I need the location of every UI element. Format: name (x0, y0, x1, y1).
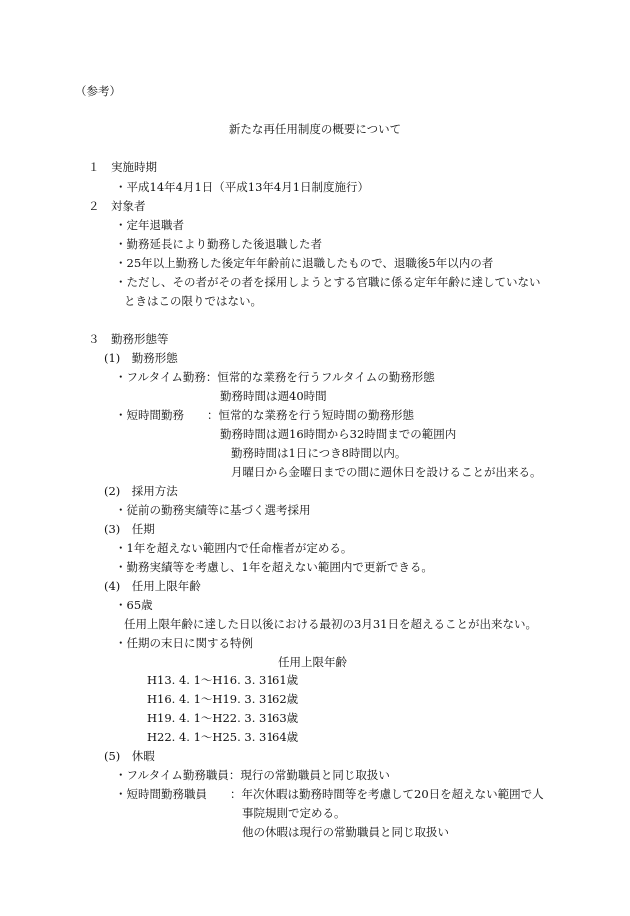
table-cell-period: H13. 4. 1～H16. 3. 31 (147, 673, 274, 687)
section-3-heading: ３ 勤務形態等 (88, 332, 169, 346)
table-cell-age: 62歳 (272, 692, 299, 706)
age-limit-note: 任用上限年齢に達した日以後における最初の3月31日を超えることが出来ない。 (124, 617, 537, 631)
list-item: ・平成14年4月1日（平成13年4月1日制度施行） (115, 180, 370, 194)
subsection-2-heading: (2) 採用方法 (104, 484, 178, 498)
parttime-weekly-days: 月曜日から金曜日までの間に週休日を設けることが出来る。 (231, 465, 542, 479)
list-item: ・1年を超えない範囲内で任命権者が定める。 (115, 541, 353, 555)
section-2-heading: ２ 対象者 (88, 199, 146, 213)
subsection-3-heading: (3) 任期 (104, 522, 155, 536)
fulltime-leave-item: ・フルタイム勤務職員：現行の常勤職員と同じ取扱い (115, 768, 390, 782)
list-item: ・任期の末日に関する特例 (115, 636, 253, 650)
subsection-1-heading: (1) 勤務形態 (104, 351, 178, 365)
table-cell-age: 63歳 (272, 711, 299, 725)
subsection-5-heading: (5) 休暇 (104, 749, 155, 763)
fulltime-hours: 勤務時間は週40時間 (220, 389, 327, 403)
section-1-heading: １ 実施時期 (88, 160, 157, 174)
table-cell-period: H16. 4. 1～H19. 3. 31 (147, 692, 274, 706)
table-header: 任用上限年齢 (278, 655, 347, 669)
list-item: ・定年退職者 (115, 218, 184, 232)
parttime-daily-limit: 勤務時間は1日につき8時間以内。 (231, 446, 407, 460)
fulltime-work-item: ・フルタイム勤務：恒常的な業務を行うフルタイムの勤務形態 (115, 370, 435, 384)
page-title: 新たな再任用制度の概要について (228, 122, 402, 136)
parttime-leave-item: ・短時間勤務職員 ：年次休暇は勤務時間等を考慮して20日を超えない範囲で人 (115, 787, 544, 801)
subsection-4-heading: (4) 任用上限年齢 (104, 579, 201, 593)
list-item: ・従前の勤務実績等に基づく選考採用 (115, 503, 311, 517)
reference-note: （参考） (75, 84, 121, 98)
list-item-continuation: ときはこの限りではない。 (124, 294, 262, 308)
table-cell-period: H22. 4. 1～H25. 3. 31 (147, 730, 274, 744)
list-item: ・勤務延長により勤務した後退職した者 (115, 237, 322, 251)
list-item: ・勤務実績等を考慮し、1年を超えない範囲内で更新できる。 (115, 560, 433, 574)
table-cell-period: H19. 4. 1～H22. 3. 31 (147, 711, 274, 725)
list-item: ・65歳 (115, 598, 153, 612)
table-cell-age: 64歳 (272, 730, 299, 744)
parttime-hours: 勤務時間は週16時間から32時間までの範囲内 (220, 427, 457, 441)
parttime-work-item: ・短時間勤務 ：恒常的な業務を行う短時間の勤務形態 (115, 408, 414, 422)
parttime-other-leave: 他の休暇は現行の常勤職員と同じ取扱い (242, 825, 449, 839)
list-item: ・ただし、その者がその者を採用しようとする官職に係る定年年齢に達していない (115, 275, 541, 289)
list-item: ・25年以上勤務した後定年年齢前に退職したもので、退職後5年以内の者 (115, 256, 494, 270)
parttime-leave-continuation: 事院規則で定める。 (242, 806, 346, 820)
table-cell-age: 61歳 (272, 673, 299, 687)
